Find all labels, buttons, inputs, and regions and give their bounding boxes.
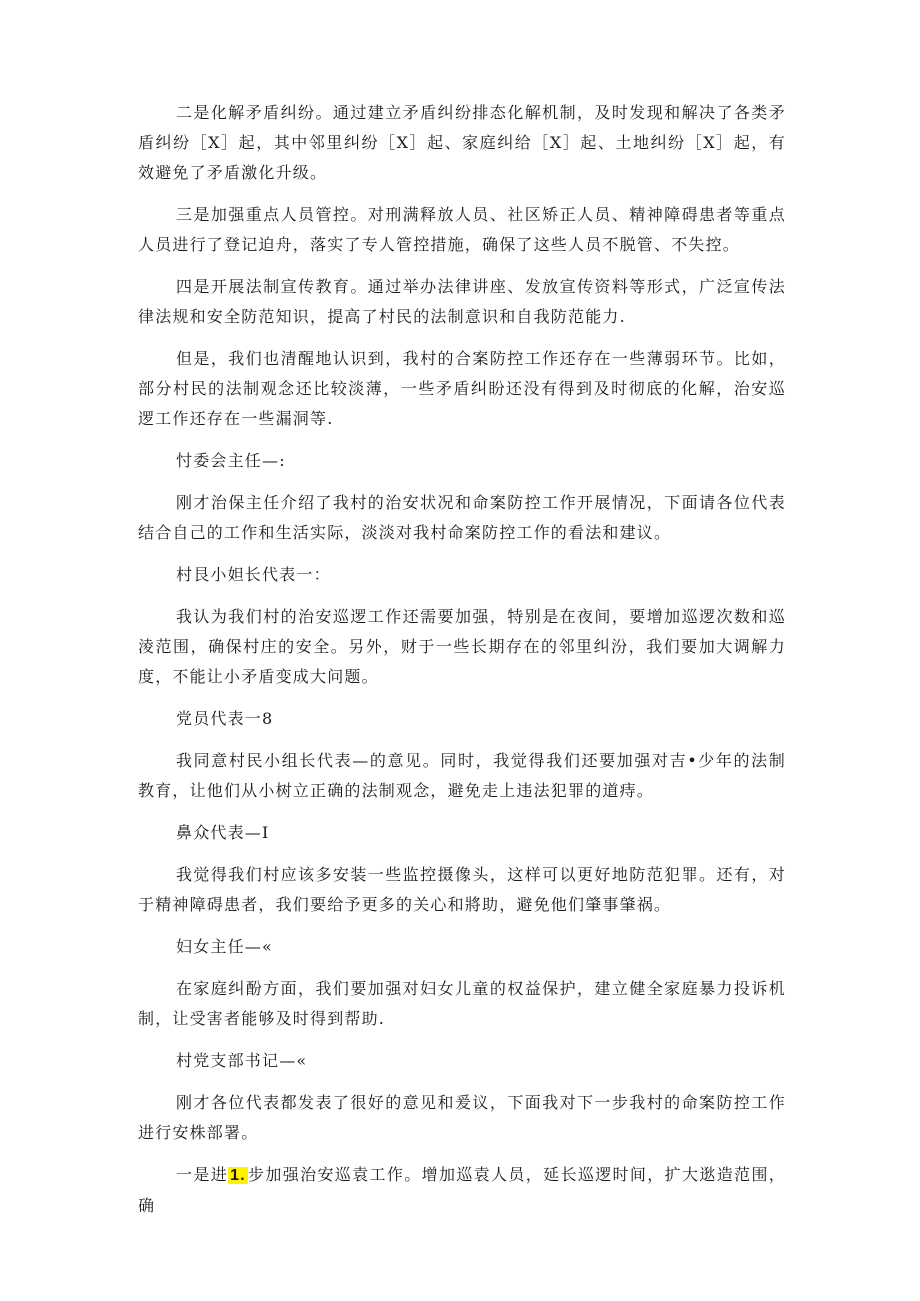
paragraph-party-secretary-remarks: 刚才各位代表都发表了很好的意见和爰议，下面我对下一步我村的命案防控工作进行安株部署。 bbox=[138, 1093, 786, 1142]
speaker-group-leader: 村艮小妲长代表一： bbox=[176, 565, 331, 584]
first-measure-text-after: 步加强治安巡袁工作。增加巡袁人员，延长巡逻时间，扩大逖造范围，确 bbox=[138, 1165, 787, 1215]
paragraph-director-remarks: 刚才治保主任介绍了我村的治安状况和命案防控工作开展情况，下面请各位代表结合自己的工作和生活实际，淡淡对我村命案防控工作的看法和建议。 bbox=[138, 493, 786, 542]
speaker-public-representative: 鼻众代表—I bbox=[176, 823, 270, 842]
paragraph-first-measure bbox=[138, 1160, 786, 1221]
speaker-party-member: 党员代表一8 bbox=[176, 709, 274, 728]
paragraph-weaknesses: 但是，我们也清醒地认识到，我村的合案防控工作还存在一些薄弱环节。比如，部分村民的法制观念还比较淡薄，一些矛盾纠盼还没有得到及时彻底的化解，治安巡逻工作还存在一些漏洞等. bbox=[138, 349, 786, 428]
highlighted-number: 1. bbox=[230, 1167, 246, 1184]
speaker-womens-director: 妇女主任—« bbox=[176, 937, 273, 956]
speaker-village-committee-director: 忖委会主任—: bbox=[176, 451, 286, 470]
paragraph-party-member-remarks: 我同意村民小组长代表—的意见。同时，我觉得我们还要加强对吉•少年的法制教育，让他们从小树立正确的法制观念，避免走上违法犯罪的道痔。 bbox=[138, 751, 786, 800]
speaker-party-secretary: 村党支部书记—« bbox=[176, 1051, 308, 1070]
document-page bbox=[138, 98, 786, 1233]
paragraph-public-representative-remarks: 我觉得我们村应该多安装一些监控摄像头，这样可以更好地防范犯罪。还有，对于精神障碍患者，我们要给予更多的关心和將助，避免他们肇事肇祸。 bbox=[138, 865, 786, 914]
paragraph-key-personnel: 三是加强重点人员管控。对刑满释放人员、社区矫正人员、精神障碍患者等重点人员进行了登记迫舟，落实了专人管控措施，确保了这些人员不脱管、不失控。 bbox=[138, 205, 786, 254]
paragraph-womens-director-remarks: 在家庭纠酚方面，我们要加强对妇女儿童的权益保护，建立健全家庭暴力投诉机制，让受害者能够及时得到帮助. bbox=[138, 979, 786, 1028]
first-measure-text-before: 一是进 bbox=[176, 1165, 229, 1184]
paragraph-legal-education: 四是开展法制宣传教育。通过举办法律讲座、发放宣传资料等形式，广泛宣传法律法规和安全防范知识，提高了村民的法制意识和自我防范能力. bbox=[138, 277, 786, 326]
paragraph-resolve-disputes: 二是化解矛盾纠纷。通过建立矛盾纠纷排态化解机制，及时发现和解决了各类矛盾纠纷［X］起，其中邻里纠纷［X］起、家庭纠给［X］起、土地纠纷［X］起，有效避免了矛盾激化升级。 bbox=[138, 103, 786, 182]
paragraph-group-leader-remarks: 我认为我们村的治安巡逻工作还需要加强，特别是在夜间，要增加巡逻次数和巡淩范围，确保村庄的安全。另外，财于一些长期存在的邻里纠汾，我们要加大调解力度，不能让小矛盾变成大问题。 bbox=[138, 607, 786, 686]
